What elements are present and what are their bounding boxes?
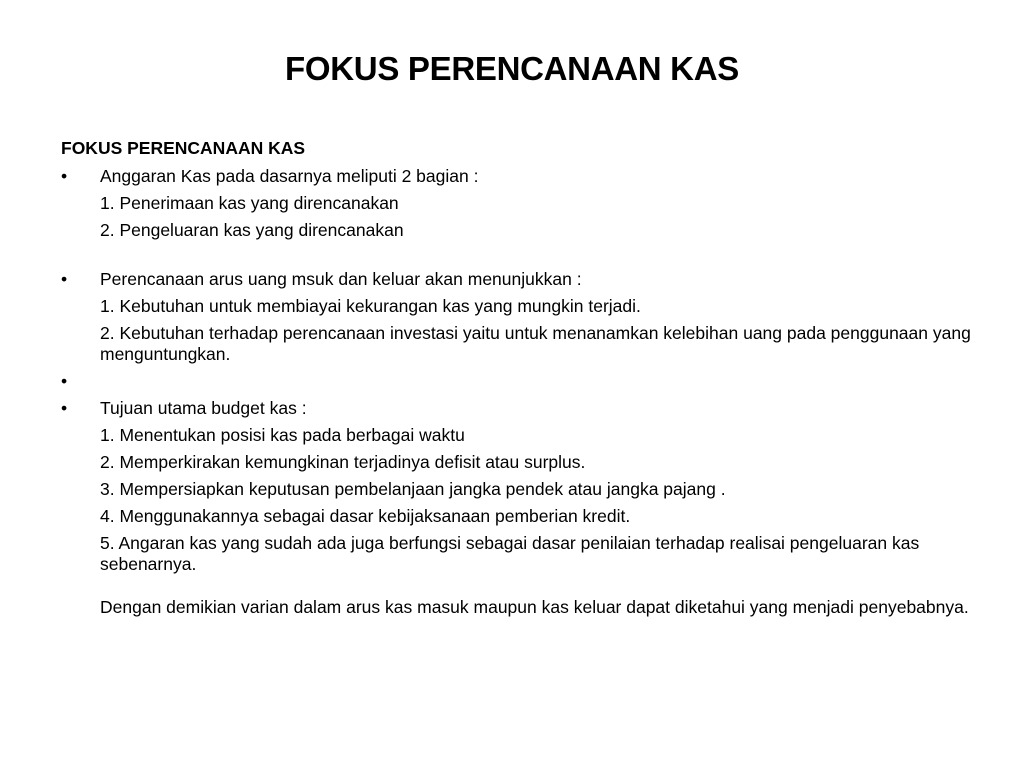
sub-item: 4. Menggunakannya sebagai dasar kebijaksanaan pemberian kredit. (100, 506, 631, 526)
section-subheading: FOKUS PERENCANAAN KAS (61, 138, 306, 158)
bullet-marker: • (61, 166, 68, 186)
bullet-marker: • (61, 269, 68, 289)
bullet-marker: • (61, 371, 68, 391)
bullet-marker: • (61, 398, 68, 418)
bullet-anggaran-kas (61, 166, 971, 187)
bullet-perencanaan-arus (61, 269, 971, 290)
sub-item: 1. Kebutuhan untuk membiayai kekurangan kas yang mungkin terjadi. (100, 296, 641, 316)
sub-item: 3. Mempersiapkan keputusan pembelanjaan jangka pendek atau jangka pajang . (100, 479, 726, 499)
sub-item: 1. Menentukan posisi kas pada berbagai waktu (100, 425, 465, 445)
conclusion-text: Dengan demikian varian dalam arus kas masuk maupun kas keluar dapat diketahui yang menjadi penyebabnya. (100, 597, 969, 617)
bullet-text: Perencanaan arus uang msuk dan keluar akan menunjukkan : (100, 269, 582, 289)
spacer (61, 247, 971, 269)
sub-item: 2. Memperkirakan kemungkinan terjadinya defisit atau surplus. (100, 452, 586, 472)
bullet-tujuan-utama (61, 398, 971, 419)
sub-item: 2. Kebutuhan terhadap perencanaan investasi yaitu untuk menanamkan kelebihan uang pada penggunaan yang menguntungkan. (100, 323, 971, 364)
spacer (61, 581, 971, 597)
bullet-empty (61, 371, 971, 392)
sub-item: 2. Pengeluaran kas yang direncanakan (100, 220, 404, 240)
slide-content (61, 138, 971, 624)
bullet-text: Anggaran Kas pada dasarnya meliputi 2 bagian : (100, 166, 479, 186)
bullet-text: Tujuan utama budget kas : (100, 398, 307, 418)
sub-item: 1. Penerimaan kas yang direncanakan (100, 193, 399, 213)
sub-item: 5. Angaran kas yang sudah ada juga berfungsi sebagai dasar penilaian terhadap realisai pengeluaran kas sebenarnya. (100, 533, 920, 574)
slide-title: FOKUS PERENCANAAN KAS (285, 50, 739, 87)
